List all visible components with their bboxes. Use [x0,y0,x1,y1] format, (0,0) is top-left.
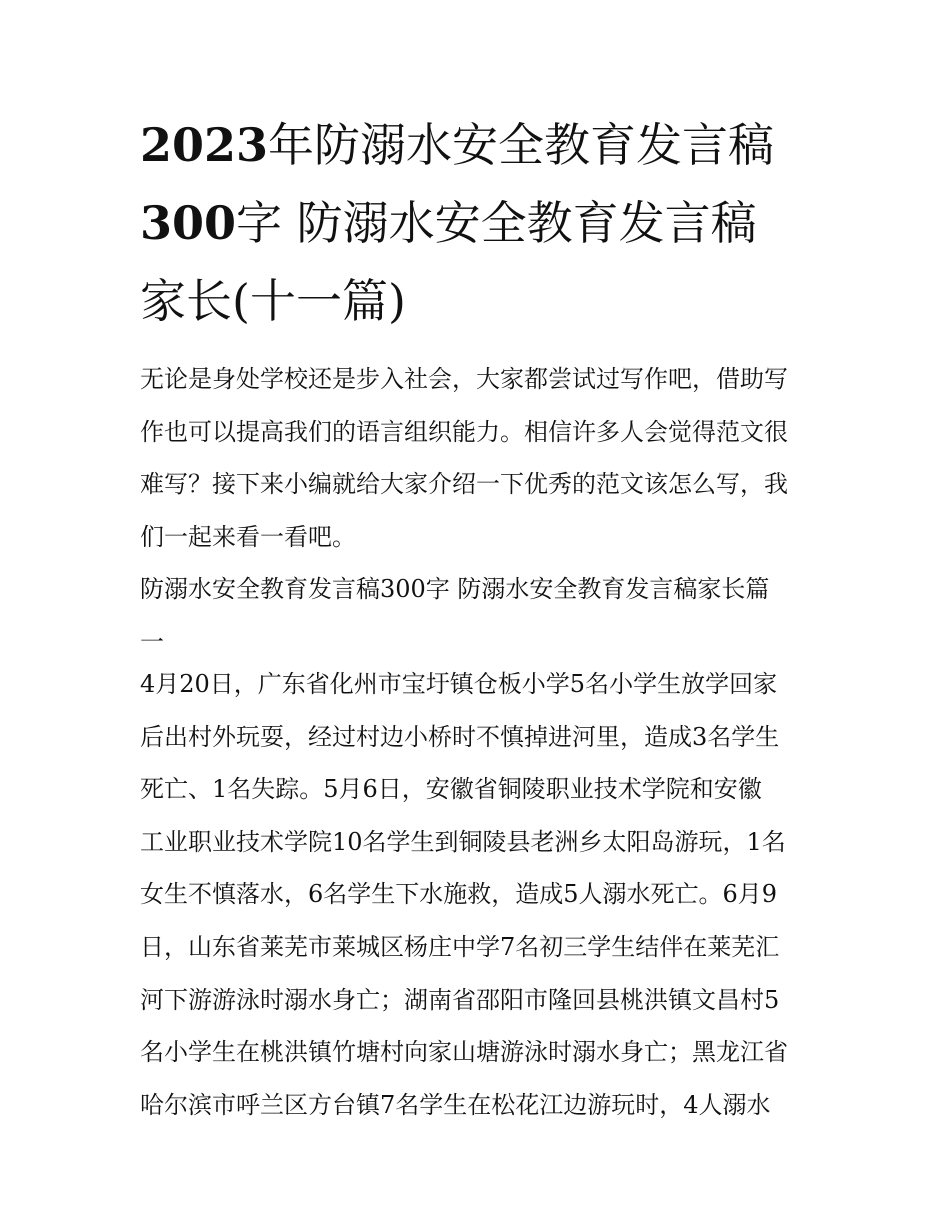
section-heading [140,563,815,668]
title-year: 2023 [140,118,269,172]
title-line-3: 家长(十一篇) [140,274,406,328]
text-line: 哈尔滨市呼兰区方台镇7名学生在松花江边游玩时，4人溺水 [140,1090,771,1119]
text-line: 作也可以提高我们的语言组织能力。相信许多人会觉得范文很 [140,417,788,446]
text-line: 女生不慎落水，6名学生下水施救，造成5人溺水死亡。6月9 [140,880,778,909]
text-line: 无论是身处学校还是步入社会，大家都尝试过写作吧，借助写 [140,365,788,393]
title-line-2-text: 字 防溺水安全教育发言稿 [236,196,757,250]
body-paragraph [140,658,815,1131]
text-line: 死亡、1名失踪。5月6日，安徽省铜陵职业技术学院和安徽 [140,775,762,804]
intro-paragraph [140,353,815,563]
text-line: 一 [140,627,164,656]
text-line: 们一起来看一看吧。 [140,522,356,551]
title-line-1-text: 年防溺水安全教育发言稿 [268,118,775,172]
text-line: 河下游游泳时溺水身亡；湖南省邵阳市隆回县桃洪镇文昌村5 [140,985,780,1014]
title-line-2 [140,184,815,262]
text-line: 日，山东省莱芜市莱城区杨庄中学7名初三学生结伴在莱芜汇 [140,932,780,961]
title-line-1 [140,106,815,184]
text-line: 工业职业技术学院10名学生到铜陵县老洲乡太阳岛游玩，1名 [140,827,786,856]
text-line: 后出村外玩耍，经过村边小桥时不慎掉进河里，造成3名学生 [140,722,780,751]
text-line: 名小学生在桃洪镇竹塘村向家山塘游泳时溺水身亡；黑龙江省 [140,1038,788,1067]
title-word-count: 300 [140,196,237,250]
document-title [140,106,815,340]
text-line: 防溺水安全教育发言稿300字 防溺水安全教育发言稿家长篇 [140,575,770,603]
text-line: 难写？接下来小编就给大家介绍一下优秀的范文该怎么写，我 [140,470,788,499]
text-line: 4月20日，广东省化州市宝圩镇仓板小学5名小学生放学回家 [140,670,778,698]
